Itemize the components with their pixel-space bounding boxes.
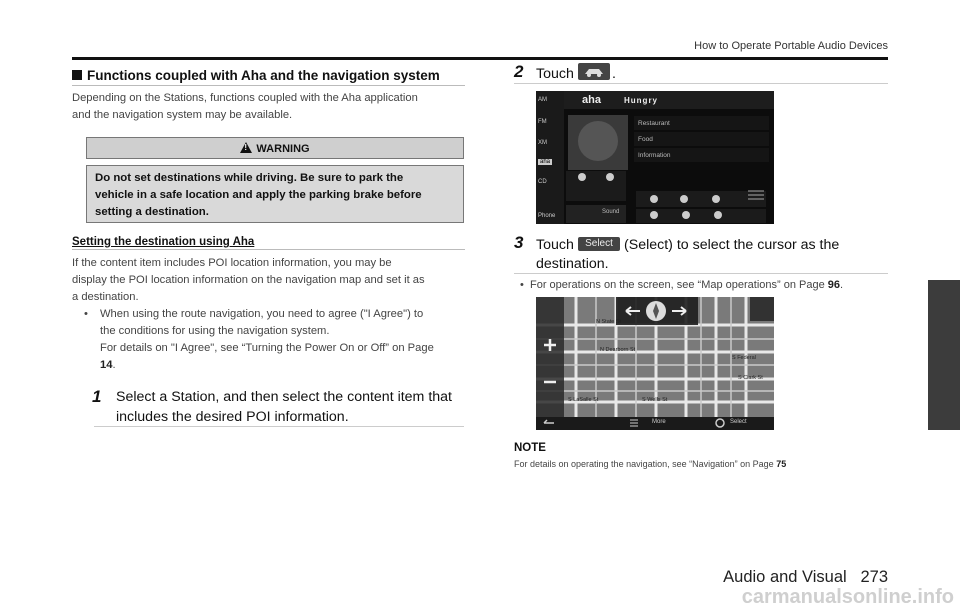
step-1: 1 Select a Station, and then select the content item that includes the desired POI information.	[94, 386, 464, 427]
header-rule	[72, 57, 888, 60]
chapter-tab	[928, 280, 960, 430]
aha-screen-image: AM FM XM aha CD Phone aha Hungry Restaurant Food Information Sound	[536, 91, 774, 224]
step-3-bullet: • For operations on the screen, see “Map operations” on Page 96.	[520, 279, 844, 291]
warning-triangle-icon: !	[240, 142, 252, 153]
step-3: 3 Touch Select (Select) to select the cursor as the destination.	[514, 234, 888, 274]
warning-header: ! WARNING	[86, 137, 464, 159]
intro-paragraph: Depending on the Stations, functions coupled with the Aha application and the navigation system may be available.	[72, 92, 418, 121]
subsection-title: Setting the destination using Aha	[72, 236, 465, 250]
subsection-paragraph: If the content item includes POI location information, you may be display the POI location information on the navigation map and set it as a destination.	[72, 257, 425, 303]
map-screen-image: N State St N Dearborn St S Federal S Clark St S LaSalle St S Wells St More Select	[536, 297, 774, 430]
page-ref-75: 75	[776, 459, 787, 469]
nav-button-icon	[578, 63, 610, 80]
square-bullet-icon	[72, 70, 82, 80]
agree-bullet: • When using the route navigation, you need to agree ("I Agree") to the conditions for using the navigation system. For details on "I Agree", see “Turning the Power On or Off” on Page 14.	[84, 308, 434, 371]
page-ref-14: 14	[100, 359, 113, 371]
warning-body: Do not set destinations while driving. Be sure to park the vehicle in a safe location and apply the parking brake before setting a destination.	[86, 165, 464, 223]
section-title: Functions coupled with Aha and the navigation system	[72, 68, 465, 86]
note-text: For details on operating the navigation, see “Navigation” on Page 75	[514, 459, 787, 469]
page-footer: Audio and Visual 273	[723, 568, 888, 586]
page-ref-96: 96	[827, 279, 841, 291]
running-header: How to Operate Portable Audio Devices	[694, 40, 888, 52]
note-title: NOTE	[514, 442, 546, 454]
step-2: 2 Touch .	[514, 64, 888, 84]
select-button-icon: Select	[578, 237, 620, 251]
watermark: carmanualsonline.info	[741, 586, 954, 608]
